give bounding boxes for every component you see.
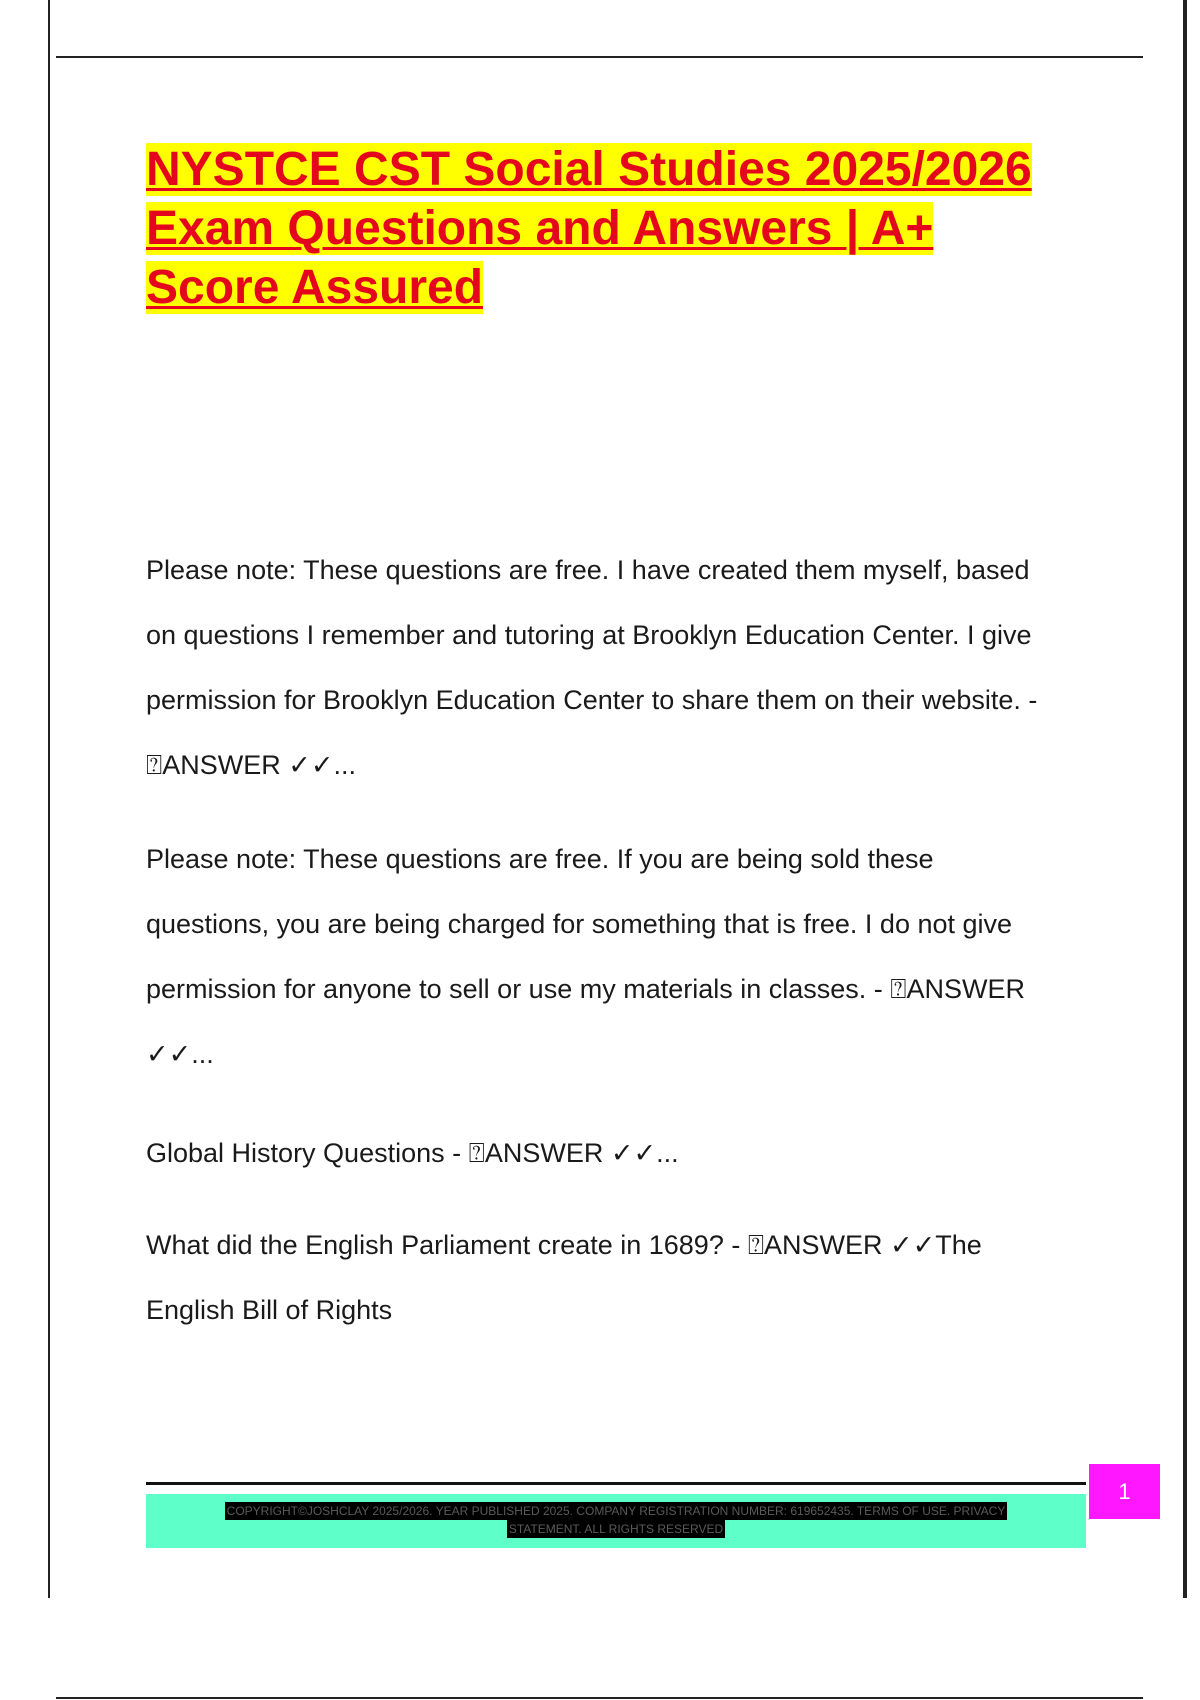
page-border-left [48, 0, 50, 1598]
paragraph-global-history [146, 1121, 1086, 1186]
title-line: Score Assured [146, 261, 484, 314]
paragraph-line: Please note: These questions are free. I have created them myself, based [146, 555, 1030, 585]
paragraph-line: Global History Questions - ⍰ANSWER ✓✓... [146, 1138, 679, 1168]
copyright-footer [146, 1494, 1086, 1548]
copyright-line: COPYRIGHT©JOSHCLAY 2025/2026. YEAR PUBLISHED 2025. COMPANY REGISTRATION NUMBER: 619652435. TERMS OF USE. PRIVACY [226, 1504, 1006, 1518]
paragraph-line: Please note: These questions are free. If you are being sold these [146, 844, 934, 874]
footer-rule [146, 1482, 1086, 1485]
title-line: Exam Questions and Answers | A+ [146, 202, 934, 255]
paragraph-line: permission for anyone to sell or use my materials in classes. - ⍰ANSWER [146, 974, 1025, 1004]
paragraph-question-1689 [146, 1213, 1086, 1343]
next-page-top-rule [56, 1697, 1143, 1699]
paragraph-line: ⍰ANSWER ✓✓... [146, 750, 356, 780]
paragraph-line: ✓✓... [146, 1039, 214, 1069]
paragraph-line: English Bill of Rights [146, 1295, 393, 1325]
paragraph-note-not-for-sale [146, 827, 1086, 1087]
document-title [146, 140, 1066, 317]
paragraph-note-free-share [146, 538, 1086, 798]
paragraph-line: questions, you are being charged for something that is free. I do not give [146, 909, 1013, 939]
paragraph-line: permission for Brooklyn Education Center to share them on their website. - [146, 685, 1038, 715]
page-border-right [1183, 0, 1187, 1598]
page-number-badge: 1 [1089, 1464, 1160, 1519]
title-line: NYSTCE CST Social Studies 2025/2026 [146, 143, 1032, 196]
copyright-line: STATEMENT. ALL RIGHTS RESERVED [508, 1522, 724, 1536]
top-rule [56, 56, 1143, 58]
paragraph-line: What did the English Parliament create in 1689? - ⍰ANSWER ✓✓The [146, 1230, 982, 1260]
paragraph-line: on questions I remember and tutoring at Brooklyn Education Center. I give [146, 620, 1032, 650]
